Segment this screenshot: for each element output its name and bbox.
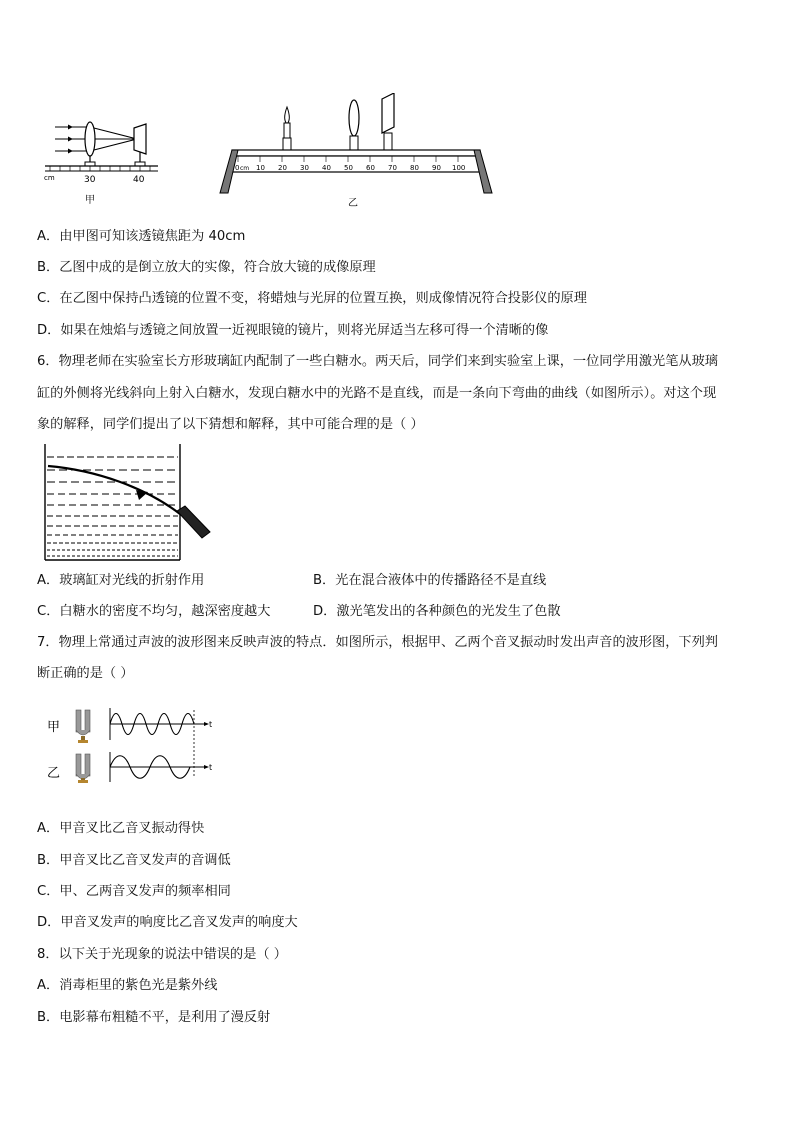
- q7-option-b: B．甲音叉比乙音叉发声的音调低: [37, 853, 231, 868]
- q8-option-b: B．电影幕布粗糙不平，是利用了漫反射: [37, 1010, 271, 1025]
- q6-option-a: A．玻璃缸对光线的折射作用: [37, 573, 205, 588]
- q7-option-a: A．甲音叉比乙音叉振动得快: [37, 821, 205, 836]
- yi-tick-0: 0: [235, 164, 240, 172]
- yi-tick-50: 50: [344, 164, 353, 172]
- q7-stem-line2: 断正确的是（ ）: [37, 666, 134, 681]
- yi-tick-40: 40: [322, 164, 331, 172]
- yi-tick-100: 100: [452, 164, 466, 172]
- yi-tick-10: 10: [256, 164, 265, 172]
- yi-tick-30: 30: [300, 164, 309, 172]
- q7-option-d: D．甲音叉发声的响度比乙音叉发声的响度大: [37, 915, 298, 930]
- figure-yi-optical-bench: [218, 93, 494, 213]
- wave-label-jia: 甲: [47, 720, 61, 735]
- yi-caption: 乙: [348, 198, 358, 209]
- q6-option-c: C．白糖水的密度不均匀，越深密度越大: [37, 604, 271, 619]
- yi-tick-60: 60: [366, 164, 375, 172]
- yi-tick-20: 20: [278, 164, 287, 172]
- q5-option-b: B．乙图中成的是倒立放大的实像，符合放大镜的成像原理: [37, 260, 376, 275]
- yi-tick-80: 80: [410, 164, 419, 172]
- q7-option-c: C．甲、乙两音叉发声的频率相同: [37, 884, 231, 899]
- q7-stem-line1: 7．物理上常通过声波的波形图来反映声波的特点．如图所示，根据甲、乙两个音叉振动时发出声音的波形图，下列判: [37, 635, 718, 650]
- figure-tuning-fork-waveforms: [44, 704, 224, 784]
- q6-stem-line2: 缸的外侧将光线斜向上射入白糖水，发现白糖水中的光路不是直线，而是一条向下弯曲的曲线（如图所示）。对这个现: [37, 386, 717, 401]
- jia-tick-40: 40: [133, 175, 145, 185]
- q5-option-d: D．如果在烛焰与透镜之间放置一近视眼镜的镜片，则将光屏适当左移可得一个清晰的像: [37, 323, 549, 338]
- jia-tick-30: 30: [84, 175, 96, 185]
- jia-caption: 甲: [85, 195, 95, 206]
- q5-option-c: C．在乙图中保持凸透镜的位置不变，将蜡烛与光屏的位置互换，则成像情况符合投影仪的原理: [37, 291, 587, 306]
- q8-stem-line1: 8．以下关于光现象的说法中错误的是（ ）: [37, 947, 287, 962]
- q6-option-d: D．激光笔发出的各种颜色的光发生了色散: [313, 604, 561, 619]
- yi-tick-cm: cm: [240, 165, 250, 172]
- q6-option-b: B．光在混合液体中的传播路径不是直线: [313, 573, 547, 588]
- q8-option-a: A．消毒柜里的紫色光是紫外线: [37, 978, 218, 993]
- yi-tick-70: 70: [388, 164, 397, 172]
- figure-jia-lens: [40, 118, 160, 208]
- wave-axis-t-jia: t: [209, 720, 213, 729]
- q6-stem-line1: 6．物理老师在实验室长方形玻璃缸内配制了一些白糖水。两天后，同学们来到实验室上课，一位同学用激光笔从玻璃: [37, 354, 718, 369]
- yi-tick-90: 90: [432, 164, 441, 172]
- jia-tick-cm: cm: [44, 174, 55, 182]
- wave-label-yi: 乙: [47, 766, 61, 781]
- wave-axis-t-yi: t: [209, 763, 213, 772]
- q5-option-a: A．由甲图可知该透镜焦距为 40cm: [37, 229, 246, 244]
- q6-stem-line3: 象的解释，同学们提出了以下猜想和解释，其中可能合理的是（ ）: [37, 417, 424, 432]
- figure-sugar-water-tank: [40, 442, 220, 564]
